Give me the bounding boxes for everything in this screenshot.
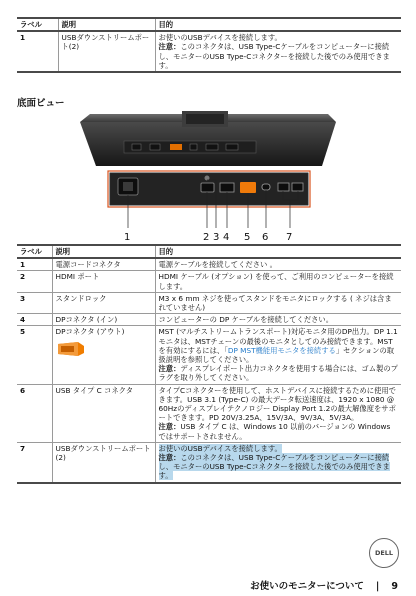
monitor-body — [80, 122, 336, 166]
port-panel-zoom — [110, 173, 308, 205]
table-row — [17, 258, 401, 271]
row-label: 4 — [17, 314, 52, 326]
row-purpose — [155, 326, 401, 384]
note-text: このコネクタは、USB Type-Cケーブルをコンピューターに接続し、モニターのUSB Type-Cコネクターを接続した後でのみ使用できます。 — [158, 42, 390, 70]
table-row — [17, 314, 401, 326]
table-row — [17, 31, 401, 72]
usb-c-port — [262, 184, 270, 190]
note-text: ディスプレイポート出力コネクタを使用する場合には、ゴム製のプラグを取り外してください。 — [158, 364, 398, 383]
usb-down-port-b — [292, 183, 303, 191]
row-purpose: 電源ケーブルを接続してください 。 — [155, 258, 401, 271]
row-label: 6 — [17, 384, 52, 442]
usb-down-port-a — [278, 183, 289, 191]
row-purpose — [155, 442, 401, 482]
table-row — [17, 326, 401, 384]
page-footer — [250, 578, 398, 592]
zoom-outline — [108, 171, 310, 207]
dp-out-connector-icon — [56, 340, 86, 358]
callout-4: 4 — [223, 232, 230, 243]
dp-in-port — [220, 183, 234, 192]
row-label: 2 — [17, 271, 52, 292]
note-label: 注意： — [158, 364, 181, 374]
footer-title: お使いのモニターについて — [250, 581, 364, 592]
row-desc: 電源コードコネクタ — [52, 258, 155, 271]
callout-3: 3 — [213, 232, 220, 243]
table-row — [17, 292, 401, 313]
row-desc: USBダウンストリームポート(2) — [52, 442, 155, 482]
callout-2: 2 — [203, 232, 210, 243]
port-strip — [124, 141, 256, 153]
callout-6: 6 — [262, 232, 269, 243]
row-purpose — [155, 384, 401, 442]
col-header-label: ラベル — [17, 18, 58, 31]
note-text-highlighted: このコネクタは、USB Type-Cケーブルをコンピューターに接続し、モニターのUSB Type-Cコネクターを接続した後でのみ使用できます。 — [158, 453, 390, 481]
col-header-purpose: 目的 — [155, 18, 401, 31]
footer-separator: | — [375, 581, 380, 592]
row-purpose: M3 x 6 mm ネジを使ってスタンドをモニタにロックする ( ネジは含まれていません) — [155, 292, 401, 313]
row-label: 1 — [17, 31, 58, 72]
row-desc: DPコネクタ (イン) — [52, 314, 155, 326]
row-desc — [52, 326, 155, 384]
table-row — [17, 442, 401, 482]
col-header-desc: 説明 — [58, 18, 155, 31]
row-desc: HDMI ポート — [52, 271, 155, 292]
col-header-label: ラベル — [17, 245, 52, 258]
purpose-text-b: 」セクションの取扱説明を参照してください。 — [158, 345, 395, 365]
monitor-top-face — [80, 114, 336, 122]
row-label: 1 — [17, 258, 52, 271]
col-header-purpose: 目的 — [155, 245, 401, 258]
page-number: 9 — [391, 581, 398, 592]
row-purpose: HDMI ケーブル (オプション) を使って、ご利用のコンピューターを接続します。 — [155, 271, 401, 292]
stand-mount — [182, 111, 228, 127]
note-label: 注意： — [158, 422, 181, 432]
table-row — [17, 271, 401, 292]
callout-7: 7 — [286, 232, 293, 243]
dell-logo-icon: DELL — [369, 538, 399, 568]
col-header-desc: 説明 — [52, 245, 155, 258]
note-label: 注意： — [158, 42, 181, 52]
note-text: USB タイプ C は、Windows 10 以前のバージョンの Windows ではサポートされません。 — [158, 422, 391, 441]
callout-5: 5 — [244, 232, 251, 243]
section-title: 底面ビュー — [17, 98, 65, 109]
row-desc: USBダウンストリームポート(2) — [58, 31, 155, 72]
stand-lock — [205, 176, 210, 181]
purpose-text: お使いのUSBデバイスを接続します。 — [158, 33, 282, 43]
row-purpose — [155, 31, 401, 72]
hdmi-port — [201, 183, 214, 192]
purpose-text: MST (マルチストリームトランスポート)対応モニタ用のDP出力。DP 1.1モニタは、MSTチェーンの最後のモニタとしてのみ接続できます。MSTを有効にするには、「 — [158, 327, 398, 355]
row-desc: USB タイプ C コネクタ — [52, 384, 155, 442]
purpose-text-highlighted: お使いのUSBデバイスを接続します。 — [158, 443, 282, 453]
table-row — [17, 384, 401, 442]
mst-section-link[interactable]: DP MST機能用モニタを接続する — [227, 345, 336, 355]
dp-out-port — [240, 182, 256, 193]
port-table-bottom — [17, 244, 401, 484]
note-label-highlighted: 注意： — [158, 453, 181, 463]
purpose-text: タイプCコネクターを使用して、ホストデバイスに接続するために使用できます。USB 3.1 (Type-C) の最大データ転送速度は、1920 x 1080 @ 60Hzのディスプレイテクノロジー Display Port 1.2の最大解像度をサポートできます。PD 20V/3.25A、15V/3A、9V/3A、5V/3A。 — [158, 385, 396, 423]
callout-1: 1 — [124, 232, 131, 243]
row-label: 3 — [17, 292, 52, 313]
row-desc-text: DPコネクタ (アウト) — [55, 327, 125, 337]
power-connector — [118, 178, 138, 195]
row-label: 7 — [17, 442, 52, 482]
row-purpose: コンピューターの DP ケーブルを接続してください。 — [155, 314, 401, 326]
port-table-top — [17, 17, 401, 73]
row-label: 5 — [17, 326, 52, 384]
row-desc: スタンドロック — [52, 292, 155, 313]
